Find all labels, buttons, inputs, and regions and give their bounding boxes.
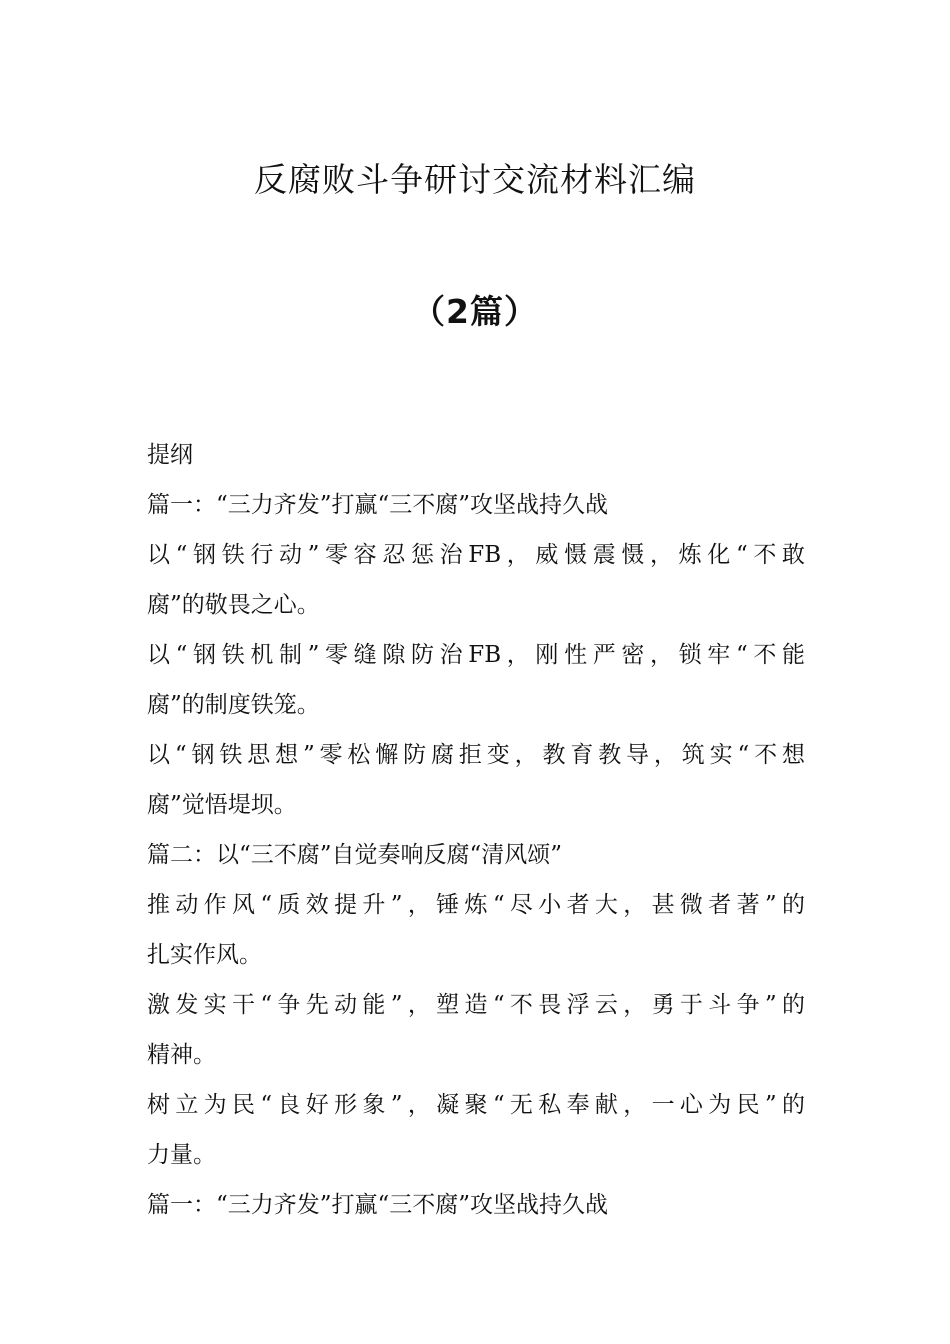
body-line: 篇一：“三力齐发”打赢“三不腐”攻坚战持久战 — [147, 1192, 609, 1218]
body-line: 篇二：以“三不腐”自觉奏响反腐“清风颂” — [147, 842, 563, 868]
body-line: 篇一：“三力齐发”打赢“三不腐”攻坚战持久战 — [147, 492, 609, 518]
body-line: 力量。 — [147, 1142, 216, 1168]
body-line: 腐”觉悟堤坝。 — [147, 792, 297, 818]
body-line: 以“钢铁机制”零缝隙防治FB，刚性严密，锁牢“不能 — [147, 642, 805, 668]
body-line: 推动作风“质效提升”，锤炼“尽小者大，甚微者著”的 — [147, 892, 805, 918]
body-line: 腐”的制度铁笼。 — [147, 692, 320, 718]
outline-heading: 提纲 — [147, 442, 193, 468]
document-title: 反腐败斗争研讨交流材料汇编 — [254, 160, 696, 199]
body-line: 扎实作风。 — [147, 942, 262, 968]
body-line: 以“钢铁思想”零松懈防腐拒变，教育教导，筑实“不想 — [147, 742, 805, 768]
body-line: 腐”的敬畏之心。 — [147, 592, 320, 618]
body-line: 以“钢铁行动”零容忍惩治FB，威慑震慑，炼化“不敢 — [147, 542, 805, 568]
body-line: 树立为民“良好形象”，凝聚“无私奉献，一心为民”的 — [147, 1092, 805, 1118]
document-subtitle: （2篇） — [412, 292, 538, 331]
document-body — [147, 430, 805, 1230]
body-line: 精神。 — [147, 1042, 216, 1068]
body-line: 激发实干“争先动能”，塑造“不畏浮云，勇于斗争”的 — [147, 992, 805, 1018]
